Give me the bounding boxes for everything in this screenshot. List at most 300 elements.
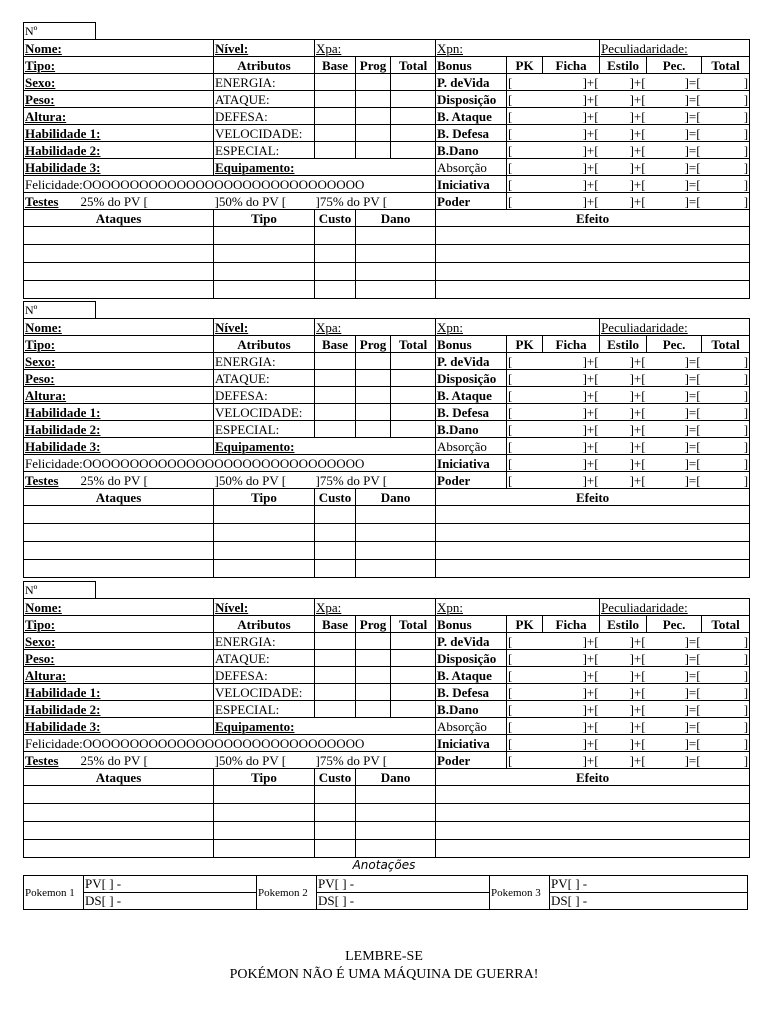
- bk[interactable]: ]+[: [600, 438, 647, 455]
- attack-name[interactable]: [24, 840, 214, 858]
- attack-cost[interactable]: [315, 542, 356, 560]
- bk[interactable]: ]+[: [600, 108, 647, 125]
- hab1-label[interactable]: Habilidade 1:: [24, 684, 214, 701]
- nivel-label[interactable]: Nível:: [214, 40, 315, 57]
- attack-damage[interactable]: [356, 506, 436, 524]
- attack-cost[interactable]: [315, 245, 356, 263]
- attack-cost[interactable]: [315, 786, 356, 804]
- pokemon-1-pv[interactable]: PV[ ] -: [84, 876, 257, 893]
- bk[interactable]: [: [507, 455, 543, 472]
- bk[interactable]: [: [507, 650, 543, 667]
- attack-row: [24, 804, 750, 822]
- hab1-label[interactable]: Habilidade 1:: [24, 404, 214, 421]
- bk[interactable]: ]+[: [543, 633, 600, 650]
- bk[interactable]: ]+[: [600, 701, 647, 718]
- bk[interactable]: ]+[: [543, 159, 600, 176]
- ficha-header: Ficha: [543, 57, 600, 74]
- hab3-label[interactable]: Habilidade 3:: [24, 159, 214, 176]
- bk[interactable]: ]+[: [600, 752, 647, 769]
- nome-label[interactable]: Nome:: [24, 319, 214, 336]
- hab3-label[interactable]: Habilidade 3:: [24, 718, 214, 735]
- bk[interactable]: [: [507, 735, 543, 752]
- felicidade-row[interactable]: Felicidade:OOOOOOOOOOOOOOOOOOOOOOOOOOOOOO: [24, 176, 436, 193]
- bk[interactable]: ]: [702, 718, 750, 735]
- attack-effect[interactable]: [436, 804, 750, 822]
- velocidade-prog[interactable]: [356, 404, 391, 421]
- attack-type[interactable]: [214, 263, 315, 281]
- bk[interactable]: ]+[: [600, 353, 647, 370]
- bk[interactable]: ]+[: [600, 455, 647, 472]
- bk[interactable]: ]=[: [647, 108, 702, 125]
- teste-75[interactable]: ]75% do PV [: [315, 472, 436, 489]
- bk[interactable]: ]+[: [600, 718, 647, 735]
- attack-name[interactable]: [24, 506, 214, 524]
- attack-type[interactable]: [214, 804, 315, 822]
- attack-cost[interactable]: [315, 506, 356, 524]
- bk[interactable]: ]+[: [600, 667, 647, 684]
- attack-effect[interactable]: [436, 822, 750, 840]
- bk[interactable]: [: [507, 125, 543, 142]
- poder-label: Poder: [436, 472, 507, 489]
- bk[interactable]: ]=[: [647, 684, 702, 701]
- xpn-label[interactable]: Xpn:: [436, 319, 600, 336]
- bk[interactable]: ]+[: [600, 404, 647, 421]
- bk[interactable]: ]+[: [543, 176, 600, 193]
- bk[interactable]: ]+[: [543, 404, 600, 421]
- bk[interactable]: ]+[: [600, 472, 647, 489]
- total-header: Total: [391, 616, 436, 633]
- bk[interactable]: ]=[: [647, 142, 702, 159]
- bk[interactable]: [: [507, 421, 543, 438]
- bk[interactable]: ]+[: [543, 125, 600, 142]
- teste-50[interactable]: ]50% do PV [: [214, 193, 315, 210]
- bk[interactable]: ]+[: [543, 438, 600, 455]
- bk[interactable]: ]: [702, 176, 750, 193]
- bk[interactable]: ]: [702, 370, 750, 387]
- bk[interactable]: ]=[: [647, 125, 702, 142]
- bk[interactable]: ]=[: [647, 472, 702, 489]
- attack-cost[interactable]: [315, 281, 356, 299]
- pokemon-2-pv[interactable]: PV[ ] -: [317, 876, 490, 893]
- bk[interactable]: ]+[: [543, 193, 600, 210]
- bk[interactable]: ]+[: [600, 421, 647, 438]
- attack-type[interactable]: [214, 560, 315, 578]
- attack-damage[interactable]: [356, 560, 436, 578]
- bk[interactable]: ]+[: [600, 193, 647, 210]
- attack-type[interactable]: [214, 281, 315, 299]
- bk[interactable]: ]=[: [647, 91, 702, 108]
- velocidade-base[interactable]: [315, 404, 356, 421]
- tipo-label[interactable]: Tipo:: [24, 616, 214, 633]
- teste-25[interactable]: 25% do PV [: [80, 472, 214, 489]
- ataque-base[interactable]: [315, 91, 356, 108]
- especial-total[interactable]: [391, 142, 436, 159]
- bk[interactable]: ]: [702, 159, 750, 176]
- ataque-prog[interactable]: [356, 370, 391, 387]
- altura-label[interactable]: Altura:: [24, 387, 214, 404]
- attack-effect[interactable]: [436, 263, 750, 281]
- sexo-label[interactable]: Sexo:: [24, 633, 214, 650]
- bk[interactable]: ]: [702, 125, 750, 142]
- attack-damage[interactable]: [356, 822, 436, 840]
- attack-effect[interactable]: [436, 506, 750, 524]
- nome-label[interactable]: Nome:: [24, 40, 214, 57]
- attack-cost[interactable]: [315, 840, 356, 858]
- teste-50[interactable]: ]50% do PV [: [214, 472, 315, 489]
- attack-damage[interactable]: [356, 281, 436, 299]
- teste-25[interactable]: 25% do PV [: [80, 193, 214, 210]
- attack-type[interactable]: [214, 840, 315, 858]
- teste-25[interactable]: 25% do PV [: [80, 752, 214, 769]
- attack-name[interactable]: [24, 822, 214, 840]
- attack-row: [24, 524, 750, 542]
- defesa-base[interactable]: [315, 108, 356, 125]
- bk[interactable]: ]: [702, 142, 750, 159]
- defesa-base[interactable]: [315, 387, 356, 404]
- bk[interactable]: ]=[: [647, 353, 702, 370]
- attack-damage[interactable]: [356, 227, 436, 245]
- bk[interactable]: ]+[: [543, 91, 600, 108]
- especial-prog[interactable]: [356, 701, 391, 718]
- ataque-base[interactable]: [315, 370, 356, 387]
- atributos-header: Atributos: [214, 336, 315, 353]
- attack-name[interactable]: [24, 245, 214, 263]
- especial-prog[interactable]: [356, 421, 391, 438]
- bk[interactable]: ]=[: [647, 752, 702, 769]
- bk[interactable]: [: [507, 176, 543, 193]
- bk[interactable]: ]=[: [647, 701, 702, 718]
- attack-cost[interactable]: [315, 263, 356, 281]
- bk[interactable]: [: [507, 159, 543, 176]
- especial-total[interactable]: [391, 701, 436, 718]
- velocidade-total[interactable]: [391, 404, 436, 421]
- xpa-label[interactable]: Xpa:: [315, 40, 436, 57]
- tipo-label[interactable]: Tipo:: [24, 57, 214, 74]
- attack-damage[interactable]: [356, 524, 436, 542]
- bk[interactable]: ]: [702, 752, 750, 769]
- ataque-total[interactable]: [391, 91, 436, 108]
- defesa-prog[interactable]: [356, 108, 391, 125]
- attack-type[interactable]: [214, 822, 315, 840]
- ataque-total[interactable]: [391, 650, 436, 667]
- bk[interactable]: [: [507, 667, 543, 684]
- bk[interactable]: [: [507, 404, 543, 421]
- teste-75[interactable]: ]75% do PV [: [315, 193, 436, 210]
- bk[interactable]: ]+[: [543, 455, 600, 472]
- bk[interactable]: ]+[: [600, 684, 647, 701]
- hab2-label[interactable]: Habilidade 2:: [24, 421, 214, 438]
- prog-header: Prog: [356, 57, 391, 74]
- nivel-label[interactable]: Nível:: [214, 599, 315, 616]
- xpn-label[interactable]: Xpn:: [436, 599, 600, 616]
- pokemon-3-ds[interactable]: DS[ ] -: [550, 893, 748, 910]
- attack-type[interactable]: [214, 245, 315, 263]
- attack-damage[interactable]: [356, 245, 436, 263]
- energia-prog[interactable]: [356, 353, 391, 370]
- especial-prog[interactable]: [356, 142, 391, 159]
- bk[interactable]: ]+[: [543, 353, 600, 370]
- attack-type[interactable]: [214, 227, 315, 245]
- especial-base[interactable]: [315, 701, 356, 718]
- attack-name[interactable]: [24, 804, 214, 822]
- ataque-prog[interactable]: [356, 91, 391, 108]
- bk[interactable]: ]: [702, 684, 750, 701]
- velocidade-total[interactable]: [391, 684, 436, 701]
- velocidade-base[interactable]: [315, 684, 356, 701]
- energia-prog[interactable]: [356, 633, 391, 650]
- bk[interactable]: ]+[: [543, 684, 600, 701]
- bk[interactable]: ]+[: [600, 176, 647, 193]
- number-box[interactable]: [23, 22, 96, 40]
- ataque-base[interactable]: [315, 650, 356, 667]
- equipamento-label[interactable]: Equipamento:: [214, 718, 436, 735]
- bk[interactable]: ]+[: [600, 370, 647, 387]
- attack-cost[interactable]: [315, 822, 356, 840]
- number-box[interactable]: [23, 301, 96, 319]
- bk[interactable]: ]+[: [543, 108, 600, 125]
- sexo-label[interactable]: Sexo:: [24, 353, 214, 370]
- attack-effect[interactable]: [436, 245, 750, 263]
- altura-label[interactable]: Altura:: [24, 667, 214, 684]
- bk[interactable]: ]: [702, 650, 750, 667]
- especial-total[interactable]: [391, 421, 436, 438]
- bk[interactable]: ]+[: [543, 387, 600, 404]
- bk[interactable]: ]+[: [543, 752, 600, 769]
- bk[interactable]: ]=[: [647, 438, 702, 455]
- attack-name[interactable]: [24, 786, 214, 804]
- energia-base[interactable]: [315, 353, 356, 370]
- velocidade-prog[interactable]: [356, 125, 391, 142]
- bk[interactable]: ]=[: [647, 667, 702, 684]
- bk[interactable]: [: [507, 718, 543, 735]
- attack-effect[interactable]: [436, 542, 750, 560]
- bk[interactable]: ]+[: [600, 74, 647, 91]
- hab2-label[interactable]: Habilidade 2:: [24, 701, 214, 718]
- ataque-total[interactable]: [391, 370, 436, 387]
- bk[interactable]: ]: [702, 472, 750, 489]
- bk[interactable]: ]=[: [647, 455, 702, 472]
- velocidade-base[interactable]: [315, 125, 356, 142]
- especial-base[interactable]: [315, 421, 356, 438]
- peso-label[interactable]: Peso:: [24, 370, 214, 387]
- teste-50[interactable]: ]50% do PV [: [214, 752, 315, 769]
- hab2-label[interactable]: Habilidade 2:: [24, 142, 214, 159]
- sexo-label[interactable]: Sexo:: [24, 74, 214, 91]
- altura-label[interactable]: Altura:: [24, 108, 214, 125]
- xpa-label[interactable]: Xpa:: [315, 319, 436, 336]
- bk[interactable]: ]+[: [543, 718, 600, 735]
- energia-base[interactable]: [315, 633, 356, 650]
- bk[interactable]: ]+[: [543, 735, 600, 752]
- xpn-label[interactable]: Xpn:: [436, 40, 600, 57]
- attack-damage[interactable]: [356, 804, 436, 822]
- bk[interactable]: [: [507, 91, 543, 108]
- bk[interactable]: ]=[: [647, 387, 702, 404]
- peculiaridade-label[interactable]: Peculiadaridade:: [600, 319, 750, 336]
- defesa-total[interactable]: [391, 667, 436, 684]
- bk[interactable]: ]: [702, 193, 750, 210]
- bk[interactable]: ]=[: [647, 74, 702, 91]
- nome-label[interactable]: Nome:: [24, 599, 214, 616]
- attack-name[interactable]: [24, 227, 214, 245]
- bk[interactable]: ]+[: [543, 650, 600, 667]
- bk[interactable]: ]+[: [543, 74, 600, 91]
- attack-damage[interactable]: [356, 263, 436, 281]
- energia-total[interactable]: [391, 633, 436, 650]
- attack-cost[interactable]: [315, 804, 356, 822]
- pvida-label: P. deVida: [436, 74, 507, 91]
- attack-name[interactable]: [24, 560, 214, 578]
- attack-name[interactable]: [24, 263, 214, 281]
- bk[interactable]: ]: [702, 387, 750, 404]
- teste-75[interactable]: ]75% do PV [: [315, 752, 436, 769]
- pokemon-1-ds[interactable]: DS[ ] -: [84, 893, 257, 910]
- attack-type[interactable]: [214, 524, 315, 542]
- equipamento-label[interactable]: Equipamento:: [214, 438, 436, 455]
- equipamento-label[interactable]: Equipamento:: [214, 159, 436, 176]
- bk[interactable]: ]: [702, 633, 750, 650]
- especial-base[interactable]: [315, 142, 356, 159]
- energia-base[interactable]: [315, 74, 356, 91]
- bdano-label: B.Dano: [436, 701, 507, 718]
- bk[interactable]: ]=[: [647, 176, 702, 193]
- attack-damage[interactable]: [356, 542, 436, 560]
- bk[interactable]: [: [507, 701, 543, 718]
- peculiaridade-label[interactable]: Peculiadaridade:: [600, 40, 750, 57]
- bk[interactable]: ]+[: [543, 667, 600, 684]
- bk[interactable]: ]: [702, 667, 750, 684]
- attack-effect[interactable]: [436, 524, 750, 542]
- nivel-label[interactable]: Nível:: [214, 319, 315, 336]
- attack-name[interactable]: [24, 281, 214, 299]
- bk[interactable]: [: [507, 633, 543, 650]
- energia-total[interactable]: [391, 74, 436, 91]
- bk[interactable]: ]=[: [647, 159, 702, 176]
- attack-type[interactable]: [214, 506, 315, 524]
- bk[interactable]: ]: [702, 404, 750, 421]
- bk[interactable]: [: [507, 193, 543, 210]
- bk[interactable]: [: [507, 684, 543, 701]
- pokemon-3-pv[interactable]: PV[ ] -: [550, 876, 748, 893]
- attack-damage[interactable]: [356, 840, 436, 858]
- bk[interactable]: ]+[: [543, 701, 600, 718]
- bk[interactable]: ]+[: [600, 735, 647, 752]
- bk[interactable]: ]: [702, 735, 750, 752]
- defesa-base[interactable]: [315, 667, 356, 684]
- attack-effect[interactable]: [436, 786, 750, 804]
- bk[interactable]: ]=[: [647, 633, 702, 650]
- bk[interactable]: ]=[: [647, 193, 702, 210]
- bk[interactable]: ]=[: [647, 421, 702, 438]
- defesa-total[interactable]: [391, 387, 436, 404]
- bk[interactable]: ]+[: [600, 650, 647, 667]
- attack-cost[interactable]: [315, 524, 356, 542]
- bk[interactable]: [: [507, 472, 543, 489]
- defesa-prog[interactable]: [356, 387, 391, 404]
- attack-effect[interactable]: [436, 560, 750, 578]
- bk[interactable]: ]+[: [600, 387, 647, 404]
- bk[interactable]: ]=[: [647, 404, 702, 421]
- bk[interactable]: ]: [702, 108, 750, 125]
- defesa-total[interactable]: [391, 108, 436, 125]
- bk[interactable]: [: [507, 74, 543, 91]
- velocidade-total[interactable]: [391, 125, 436, 142]
- bk[interactable]: ]=[: [647, 718, 702, 735]
- bk[interactable]: ]: [702, 438, 750, 455]
- bk[interactable]: ]: [702, 701, 750, 718]
- hab3-label[interactable]: Habilidade 3:: [24, 438, 214, 455]
- row-hab2: [24, 701, 750, 718]
- bk[interactable]: ]: [702, 74, 750, 91]
- ataque-label: ATAQUE:: [214, 650, 315, 667]
- attack-cost[interactable]: [315, 560, 356, 578]
- attack-effect[interactable]: [436, 840, 750, 858]
- bk[interactable]: ]=[: [647, 735, 702, 752]
- ataque-prog[interactable]: [356, 650, 391, 667]
- attack-cost[interactable]: [315, 227, 356, 245]
- bk[interactable]: [: [507, 387, 543, 404]
- bk[interactable]: [: [507, 370, 543, 387]
- attack-effect[interactable]: [436, 227, 750, 245]
- bk[interactable]: [: [507, 438, 543, 455]
- bk[interactable]: ]: [702, 421, 750, 438]
- atributos-header: Atributos: [214, 57, 315, 74]
- bk[interactable]: ]+[: [600, 91, 647, 108]
- peso-label[interactable]: Peso:: [24, 650, 214, 667]
- attack-name[interactable]: [24, 524, 214, 542]
- bk[interactable]: ]+[: [543, 142, 600, 159]
- pk-header: PK: [507, 57, 543, 74]
- peso-label[interactable]: Peso:: [24, 91, 214, 108]
- row-hab1: [24, 125, 750, 142]
- bk[interactable]: ]+[: [543, 472, 600, 489]
- pokemon-2-ds[interactable]: DS[ ] -: [317, 893, 490, 910]
- defesa-prog[interactable]: [356, 667, 391, 684]
- bk[interactable]: ]+[: [600, 142, 647, 159]
- bk[interactable]: [: [507, 142, 543, 159]
- bk[interactable]: [: [507, 752, 543, 769]
- attack-effect[interactable]: [436, 281, 750, 299]
- bk[interactable]: ]+[: [600, 633, 647, 650]
- row-hab1: [24, 404, 750, 421]
- bk[interactable]: ]=[: [647, 650, 702, 667]
- attack-type[interactable]: [214, 542, 315, 560]
- tipo-label[interactable]: Tipo:: [24, 336, 214, 353]
- attack-name[interactable]: [24, 542, 214, 560]
- bk[interactable]: [: [507, 353, 543, 370]
- bk[interactable]: ]: [702, 455, 750, 472]
- bk[interactable]: ]+[: [600, 159, 647, 176]
- energia-prog[interactable]: [356, 74, 391, 91]
- bk[interactable]: ]: [702, 91, 750, 108]
- hab1-label[interactable]: Habilidade 1:: [24, 125, 214, 142]
- felicidade-row[interactable]: Felicidade:OOOOOOOOOOOOOOOOOOOOOOOOOOOOOO: [24, 455, 436, 472]
- bk[interactable]: ]+[: [543, 370, 600, 387]
- attack-damage[interactable]: [356, 786, 436, 804]
- attack-type[interactable]: [214, 786, 315, 804]
- bk[interactable]: ]: [702, 353, 750, 370]
- bk[interactable]: ]+[: [543, 421, 600, 438]
- bk[interactable]: ]+[: [600, 125, 647, 142]
- velocidade-prog[interactable]: [356, 684, 391, 701]
- bk[interactable]: [: [507, 108, 543, 125]
- number-box[interactable]: [23, 581, 96, 599]
- bk[interactable]: ]=[: [647, 370, 702, 387]
- felicidade-row[interactable]: Felicidade:OOOOOOOOOOOOOOOOOOOOOOOOOOOOOO: [24, 735, 436, 752]
- energia-total[interactable]: [391, 353, 436, 370]
- peculiaridade-label[interactable]: Peculiadaridade:: [600, 599, 750, 616]
- xpa-label[interactable]: Xpa:: [315, 599, 436, 616]
